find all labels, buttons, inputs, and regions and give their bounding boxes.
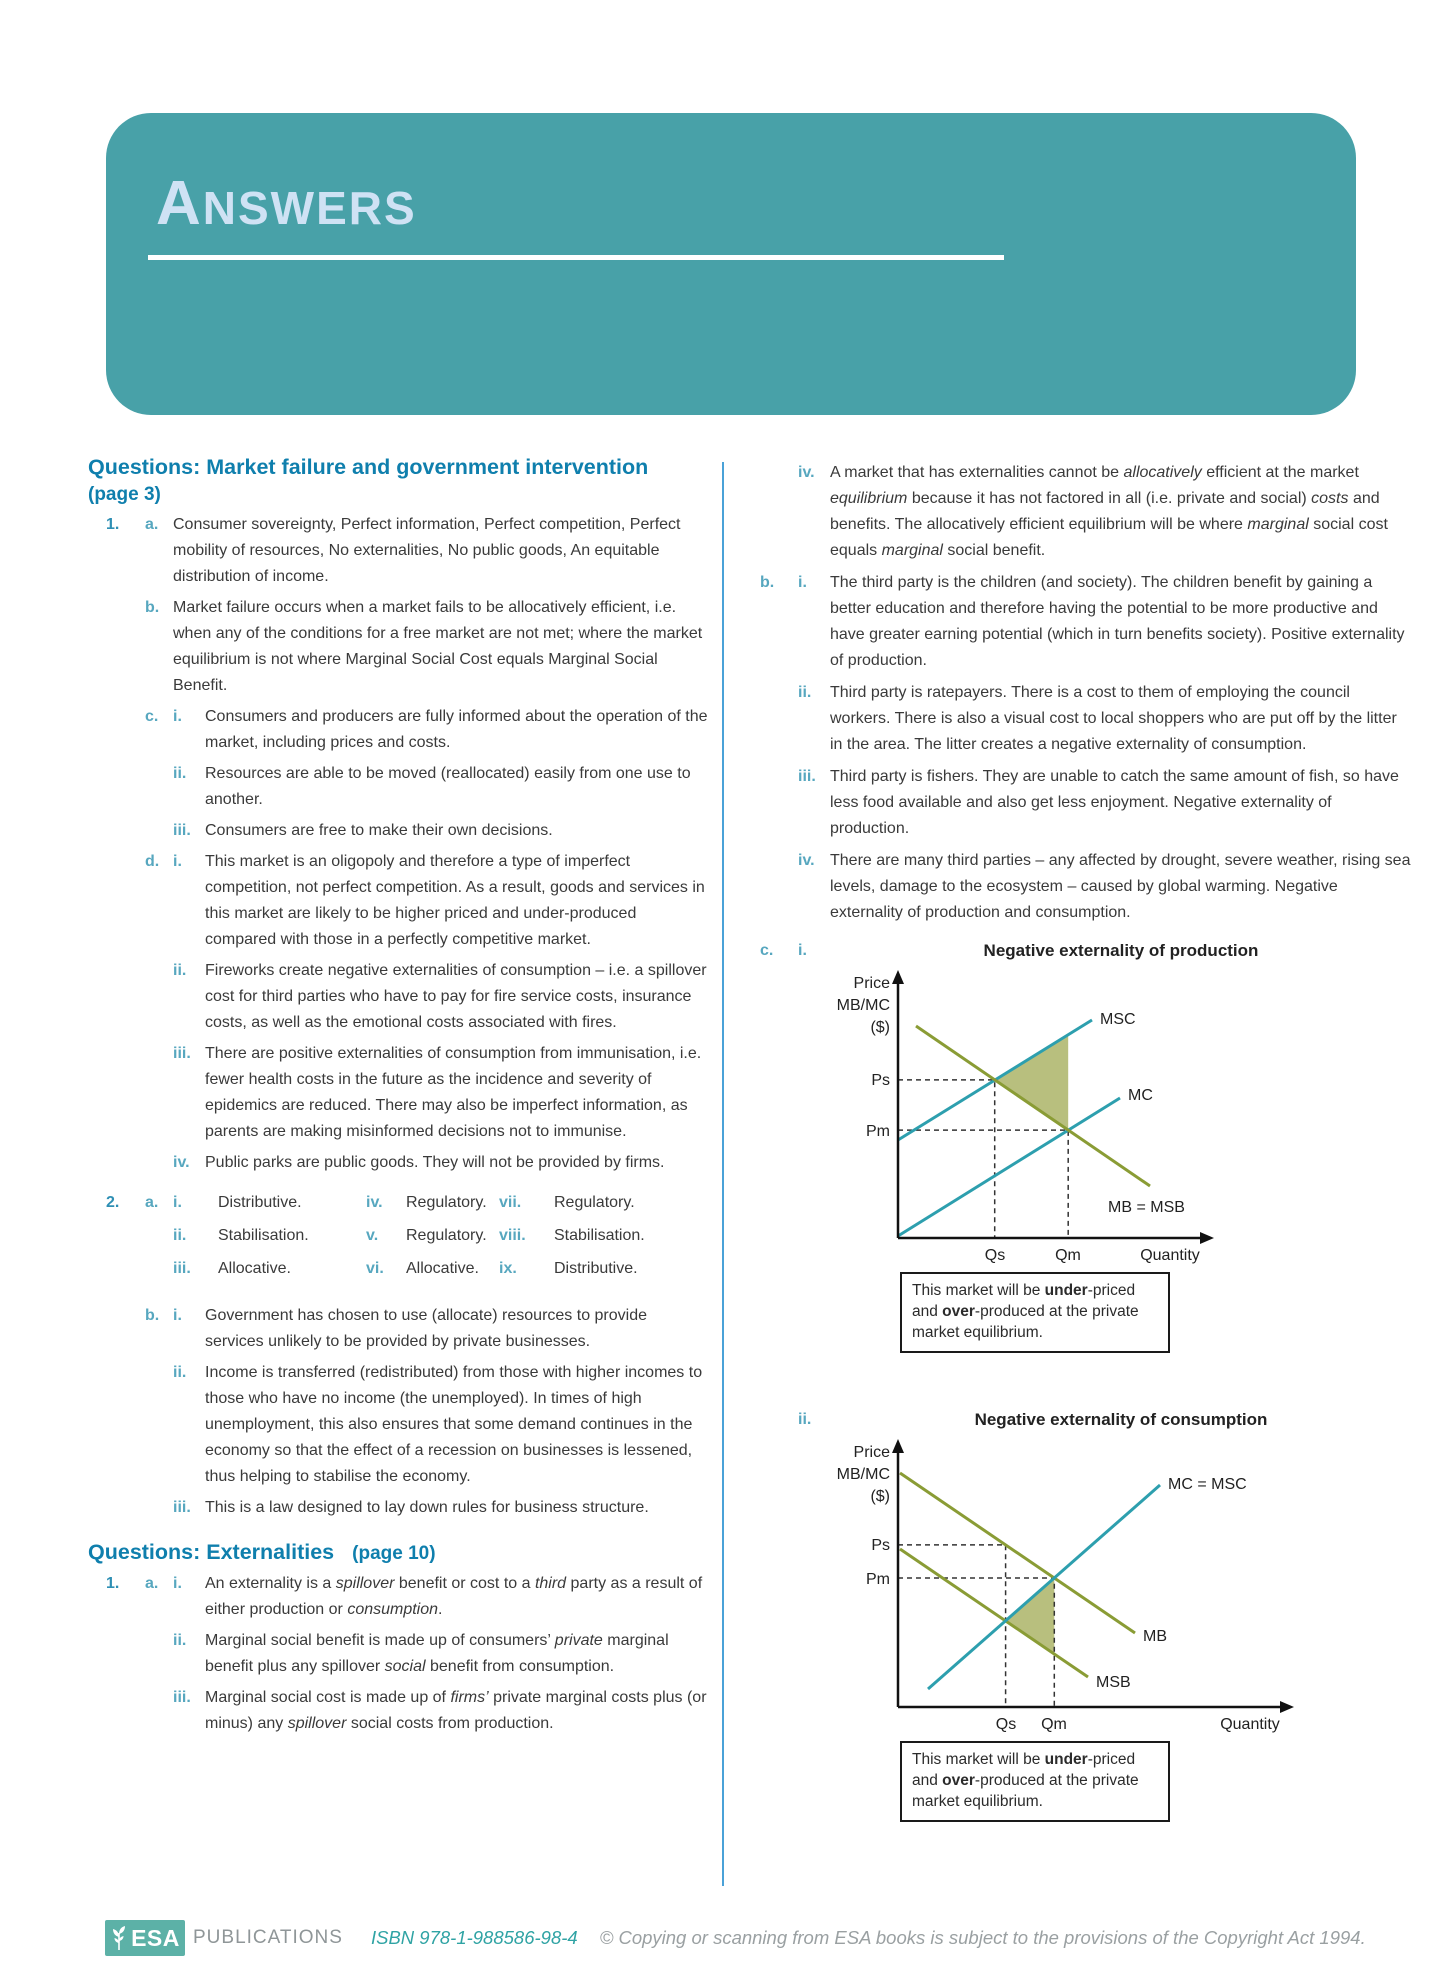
- item-letter: [760, 460, 798, 564]
- item-letter: [145, 1628, 173, 1680]
- pm-label: Pm: [866, 1571, 890, 1588]
- y-axis-label: ($): [870, 1019, 890, 1036]
- table-roman: v.: [366, 1227, 379, 1244]
- item-roman: iii.: [798, 768, 816, 785]
- answer-item: [88, 512, 708, 590]
- item-number: [88, 818, 145, 844]
- item-text: This is a law designed to lay down rules for business structure.: [205, 1499, 649, 1516]
- item-letter: [145, 761, 173, 813]
- item-roman: i.: [173, 1307, 182, 1324]
- mc-msc-label: MC = MSC: [1168, 1476, 1247, 1493]
- left-column: [88, 452, 708, 1742]
- table-roman: iii.: [173, 1260, 191, 1277]
- item-text: Consumers and producers are fully informed about the operation of the market, including prices and costs.: [205, 708, 708, 751]
- table-value: Stabilisation.: [554, 1227, 645, 1244]
- answer-item-table: [88, 1190, 708, 1289]
- item-letter: c.: [760, 942, 774, 959]
- item-text: There are positive externalities of consumption from immunisation, i.e. fewer health costs in the future as the incidence and severity of epidemics are reduced. There may also be imperfect information, as parents are making misinformed decisions not to immunise.: [205, 1045, 702, 1140]
- table-value: Distributive.: [554, 1260, 638, 1277]
- answer-item: [88, 1150, 708, 1176]
- item-text: Marginal social cost is made up of firms’ private marginal costs plus (or minus) any spillover social costs from production.: [205, 1689, 707, 1732]
- table-value: Distributive.: [218, 1194, 302, 1211]
- item-number: 2.: [106, 1194, 120, 1211]
- table-row: [173, 1256, 708, 1282]
- item-number: [88, 1303, 145, 1355]
- answer-item: [88, 761, 708, 813]
- item-text: Government has chosen to use (allocate) resources to provide services unlikely to be provided by private businesses.: [205, 1307, 648, 1350]
- item-text: Resources are able to be moved (reallocated) easily from one use to another.: [205, 765, 691, 808]
- table-roman: vi.: [366, 1260, 384, 1277]
- graph1-negative-externality-production: [830, 968, 1360, 1268]
- item-number: [88, 595, 145, 699]
- section-page-ref: (page 10): [352, 1543, 436, 1564]
- item-text: An externality is a spillover benefit or cost to a third party as a result of either production or consumption.: [205, 1575, 703, 1618]
- x-axis-title: Quantity: [1220, 1716, 1280, 1733]
- x-axis-arrow: [1280, 1701, 1294, 1713]
- ps-qs-dashed-guide: [898, 1080, 995, 1238]
- item-text: There are many third parties – any affected by drought, severe weather, rising sea levels, damage to the ecosystem – caused by global warming. Negative externality of production and consumption.: [830, 852, 1411, 921]
- graph1-title: Negative externality of production: [983, 941, 1259, 960]
- answer-item: [760, 764, 1412, 842]
- item-number: [88, 958, 145, 1036]
- graph2-negative-externality-consumption: [830, 1437, 1360, 1737]
- answer-item: [760, 570, 1412, 674]
- answer-item: [88, 1685, 708, 1737]
- page-footer: [105, 1916, 1405, 1960]
- table-value: Regulatory.: [554, 1194, 635, 1211]
- item-letter: [760, 848, 798, 926]
- page-title: [156, 169, 417, 238]
- table-roman: viii.: [499, 1227, 526, 1244]
- table-value: Allocative.: [406, 1260, 479, 1277]
- answer-item: [88, 1628, 708, 1680]
- column-divider: [722, 462, 724, 1886]
- item-number: [88, 849, 145, 953]
- item-text: Consumer sovereignty, Perfect information, Perfect competition, Perfect mobility of resources, No externalities, No public goods, An equitable distribution of income.: [173, 516, 681, 585]
- item-text: A market that has externalities cannot be allocatively efficient at the market equilibrium because it has not factored in all (i.e. private and social) costs and benefits. The allocatively efficient equilibrium will be where marginal social cost equals marginal social benefit.: [830, 464, 1388, 559]
- table-value: Stabilisation.: [218, 1227, 309, 1244]
- item-roman: iii.: [173, 1045, 191, 1062]
- item-letter: c.: [145, 708, 159, 725]
- msc-label: MSC: [1100, 1011, 1136, 1028]
- answer-item: [88, 849, 708, 953]
- item-letter: [760, 764, 798, 842]
- answer-item: [88, 958, 708, 1036]
- item-text: The third party is the children (and society). The children benefit by gaining a better education and therefore having the potential to be more productive and have greater earning potential (which in turn benefits society). Positive externality of production.: [830, 574, 1405, 669]
- y-axis-label: MB/MC: [836, 997, 890, 1014]
- answer-item: [88, 704, 708, 756]
- graph2-title-row: [760, 1405, 1412, 1435]
- answer-item: [88, 595, 708, 699]
- y-axis-arrow: [892, 1439, 904, 1453]
- y-axis-label: Price: [853, 975, 890, 992]
- item-roman: iii.: [173, 1499, 191, 1516]
- item-text: Third party is ratepayers. There is a cost to them of employing the council workers. There is also a visual cost to local shoppers who are put off by the litter in the area. The litter creates a negative externality of consumption.: [830, 684, 1397, 753]
- item-roman: iii.: [173, 822, 191, 839]
- item-letter: b.: [145, 1307, 160, 1324]
- answer-item: [760, 460, 1412, 564]
- esa-logo: [105, 1920, 185, 1956]
- item-text: Market failure occurs when a market fails to be allocatively efficient, i.e. when any of the conditions for a free market are not met; where the market equilibrium is not where Marginal Social Cost equals Marginal Social Benefit.: [173, 599, 703, 694]
- item-number: [88, 1360, 145, 1490]
- item-text: Consumers are free to make their own decisions.: [205, 822, 553, 839]
- item-roman: iv.: [798, 852, 815, 869]
- x-axis-arrow: [1200, 1232, 1214, 1244]
- item-number: [88, 1495, 145, 1521]
- item-number: [88, 1150, 145, 1176]
- item-letter: [145, 958, 173, 1036]
- item-letter: a.: [145, 1575, 159, 1592]
- qs-label: Qs: [984, 1247, 1006, 1264]
- item-text: Income is transferred (redistributed) from those with higher incomes to those who have no income (the unemployed). In times of high unemployment, this also ensures that some demand continues in the economy so that the effect of a recession on businesses is lessened, thus helping to stabilise the economy.: [205, 1364, 703, 1485]
- item-letter: b.: [145, 599, 160, 616]
- item-letter: [145, 1360, 173, 1490]
- banner-underline: [148, 255, 1004, 260]
- y-axis-label: Price: [853, 1444, 890, 1461]
- answer-item: [88, 1303, 708, 1355]
- answers-banner: [106, 113, 1356, 415]
- msb-label: MSB: [1096, 1674, 1131, 1691]
- item-letter: [145, 1150, 173, 1176]
- item-roman: ii.: [173, 962, 187, 979]
- item-number: 1.: [106, 1575, 120, 1592]
- graph1-caption-box: This market will be under-priced and over-produced at the private market equilibrium.: [900, 1272, 1170, 1353]
- table-roman: iv.: [366, 1194, 383, 1211]
- x-axis-title: Quantity: [1140, 1247, 1200, 1264]
- item-roman: i.: [173, 1575, 182, 1592]
- item-roman: i.: [798, 574, 807, 591]
- qm-label: Qm: [1055, 1247, 1081, 1264]
- section-heading-market-failure: Questions: Market failure and government intervention: [88, 455, 649, 479]
- item-roman: iv.: [173, 1154, 190, 1171]
- answer-item: [760, 680, 1412, 758]
- graph1-title-row: [760, 936, 1412, 966]
- y-axis-label: MB/MC: [836, 1466, 890, 1483]
- item-roman: ii.: [173, 1364, 187, 1381]
- function-type-table: [173, 1190, 708, 1289]
- table-roman: vii.: [499, 1194, 522, 1211]
- ps-label: Ps: [871, 1537, 890, 1554]
- mb-msb-label: MB = MSB: [1108, 1199, 1185, 1216]
- table-roman: ii.: [173, 1227, 187, 1244]
- isbn-text: ISBN 978-1-988586-98-4: [370, 1927, 578, 1948]
- msb-line: [900, 1549, 1088, 1677]
- table-value: Regulatory.: [406, 1194, 487, 1211]
- item-text: Public parks are public goods. They will not be provided by firms.: [205, 1154, 665, 1171]
- ps-label: Ps: [871, 1072, 890, 1089]
- section-heading-externalities: [88, 1537, 708, 1567]
- item-roman: i.: [798, 942, 807, 959]
- ps-qs-dashed-guide: [898, 1545, 1006, 1707]
- deadweight-loss-shade: [995, 1034, 1068, 1130]
- answer-item: [88, 1571, 708, 1623]
- table-row: [173, 1190, 708, 1216]
- item-text: This market is an oligopoly and therefore a type of imperfect competition, not perfect competition. As a result, goods and services in this market are likely to be higher priced and under-produced compared with those in a perfectly competitive market.: [205, 853, 705, 948]
- section-heading-text: Questions: Externalities: [88, 1540, 335, 1564]
- plant-icon: [110, 1925, 128, 1951]
- publisher-name: PUBLICATIONS: [193, 1927, 343, 1948]
- item-roman: iv.: [798, 464, 815, 481]
- item-roman: ii.: [173, 765, 187, 782]
- table-value: Allocative.: [218, 1260, 291, 1277]
- graph2-caption-box: This market will be under-priced and over-produced at the private market equilibrium.: [900, 1741, 1170, 1822]
- y-axis-arrow: [892, 970, 904, 984]
- item-number: [88, 1628, 145, 1680]
- answer-item: [88, 1041, 708, 1145]
- item-number: [88, 761, 145, 813]
- page-title-rest: NSWERS: [202, 182, 417, 234]
- esa-logo-text: ESA: [131, 1924, 180, 1951]
- right-column: [760, 460, 1412, 1822]
- copyright-text: © Copying or scanning from ESA books is subject to the provisions of the Copyright Act 1994.: [599, 1927, 1366, 1948]
- pm-label: Pm: [866, 1123, 890, 1140]
- item-roman: i.: [173, 708, 182, 725]
- item-letter: [760, 680, 798, 758]
- item-letter: a.: [145, 516, 159, 533]
- item-roman: i.: [173, 853, 182, 870]
- item-roman: ii.: [798, 1411, 812, 1428]
- mc-label: MC: [1128, 1087, 1153, 1104]
- y-axis-label: ($): [870, 1488, 890, 1505]
- mb-label: MB: [1143, 1628, 1167, 1645]
- item-number: 1.: [106, 516, 120, 533]
- table-row: [173, 1223, 708, 1249]
- item-number: [88, 1041, 145, 1145]
- item-roman: ii.: [173, 1632, 187, 1649]
- item-letter: [760, 1405, 798, 1435]
- item-letter: d.: [145, 853, 160, 870]
- answer-item: [88, 1495, 708, 1521]
- table-value: Regulatory.: [406, 1227, 487, 1244]
- item-letter: [145, 818, 173, 844]
- item-text: Marginal social benefit is made up of consumers’ private marginal benefit plus any spillover social benefit from consumption.: [205, 1632, 669, 1675]
- item-letter: a.: [145, 1194, 159, 1211]
- answer-item: [88, 1360, 708, 1490]
- item-number: [88, 1685, 145, 1737]
- item-letter: [145, 1041, 173, 1145]
- answer-item: [88, 818, 708, 844]
- graph2-title: Negative externality of consumption: [974, 1410, 1268, 1429]
- item-roman: iii.: [173, 1689, 191, 1706]
- section-page-ref: (page 3): [88, 484, 161, 505]
- item-roman: ii.: [798, 684, 812, 701]
- answer-item: [760, 848, 1412, 926]
- table-roman: i.: [173, 1194, 182, 1211]
- qm-label: Qm: [1041, 1716, 1067, 1733]
- qs-label: Qs: [995, 1716, 1017, 1733]
- table-roman: ix.: [499, 1260, 517, 1277]
- item-number: [88, 704, 145, 756]
- item-text: Fireworks create negative externalities of consumption – i.e. a spillover cost for third parties who have to pay for fire service costs, insurance costs, as well as the emotional costs associated with fires.: [205, 962, 707, 1031]
- item-letter: b.: [760, 574, 775, 591]
- item-letter: [145, 1685, 173, 1737]
- page-title-initial: A: [156, 169, 203, 238]
- item-letter: [145, 1495, 173, 1521]
- item-text: Third party is fishers. They are unable to catch the same amount of fish, so have less food available and also get less enjoyment. Negative externality of production.: [830, 768, 1399, 837]
